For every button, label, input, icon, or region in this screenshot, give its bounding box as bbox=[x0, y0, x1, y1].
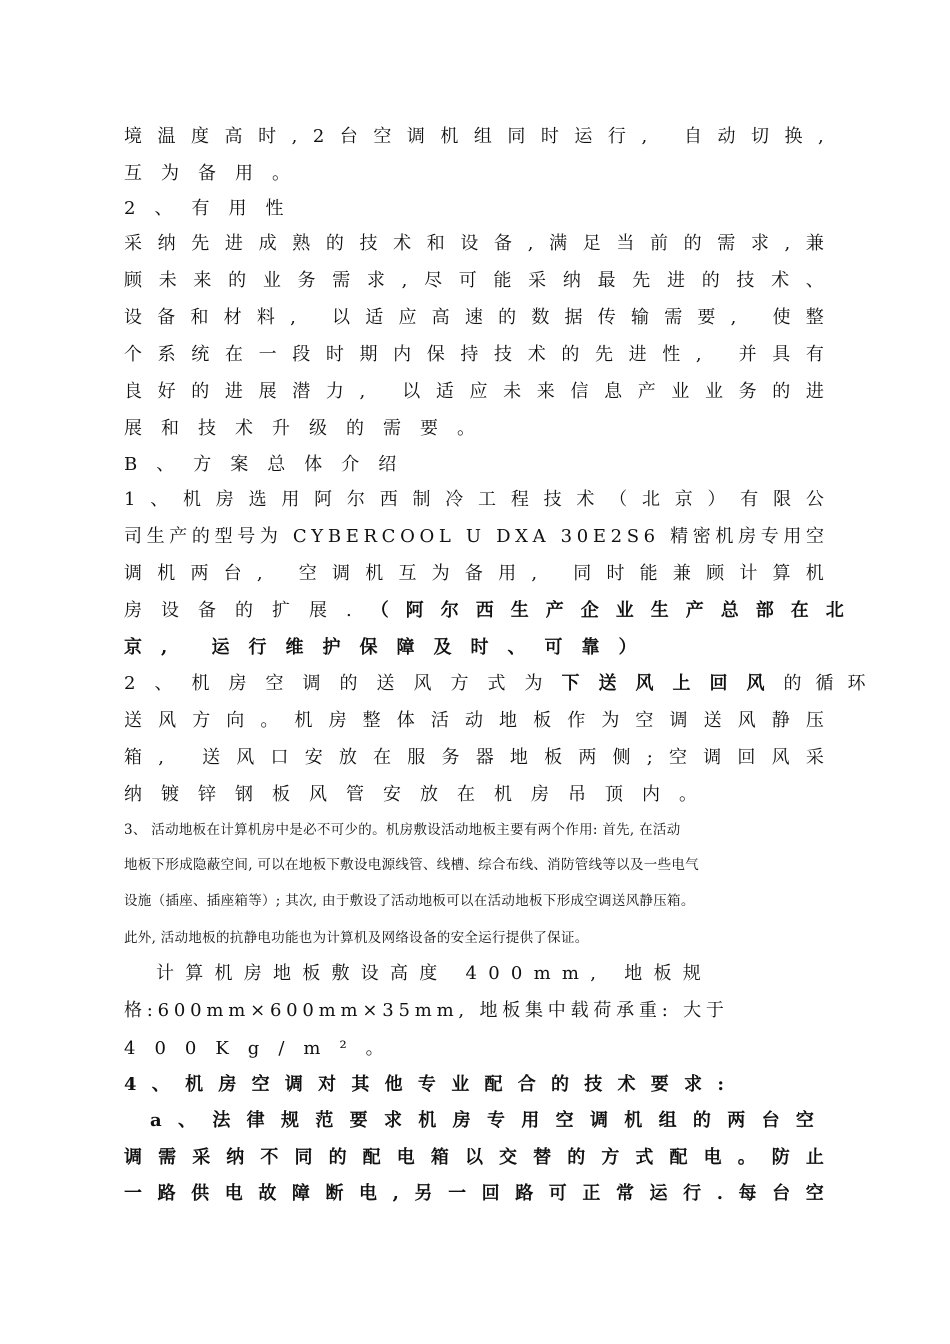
paragraph-line: 纳镀锌钢板风管安放在机房吊顶内。 bbox=[124, 784, 716, 805]
paragraph-line: 良 好 的 进 展 潜 力 , 以 适 应 未 来 信 息 产 业 业 务 的 进 bbox=[124, 381, 824, 402]
paragraph-line: 境 温 度 高 时 , 2 台 空 调 机 组 同 时 运 行 , 自 动 切 换 , bbox=[124, 126, 824, 147]
bold-paragraph-line: a 、 法 律 规 范 要 求 机 房 专 用 空 调 机 组 的 两 台 空 bbox=[150, 1110, 814, 1131]
paragraph-text: 2、机房空调的送风方式为 bbox=[124, 673, 562, 694]
paragraph-line: 送 风 方 向 。 机 房 整 体 活 动 地 板 作 为 空 调 送 风 静 压 bbox=[124, 710, 824, 731]
paragraph-line: 设 备 和 材 料 , 以 适 应 高 速 的 数 据 传 输 需 要 , 使 整 bbox=[124, 307, 824, 328]
bold-note: 京, 运行维护保障及时、可靠） bbox=[124, 637, 656, 658]
small-paragraph-line: 3、 活动地板在计算机房中是必不可少的。机房敷设活动地板主要有两个作用: 首先, 在活动 bbox=[124, 822, 681, 838]
paragraph-line: 格 : 6 0 0 m m × 6 0 0 m m × 3 5 m m , 地 板 集 中 载 荷 承 重 : 大 于 bbox=[124, 1000, 724, 1021]
paragraph-line: 调 机 两 台 , 空 调 机 互 为 备 用 , 同 时 能 兼 顾 计 算 机 bbox=[124, 563, 824, 584]
section-heading: 2、有用性 bbox=[124, 198, 303, 219]
paragraph-line bbox=[124, 673, 880, 695]
paragraph-line: 箱 , 送 风 口 安 放 在 服 务 器 地 板 两 侧 ; 空 调 回 风 采 bbox=[124, 747, 824, 768]
paragraph-line: 采 纳 先 进 成 熟 的 技 术 和 设 备 , 满 足 当 前 的 需 求 , 兼 bbox=[124, 233, 824, 254]
paragraph-line: 司 生 产 的 型 号 为 C Y B E R C O O L U D X A 3 0 E 2 S 6 精 密 机 房 专 用 空 bbox=[124, 526, 824, 547]
bold-paragraph-line: 调 需 采 纳 不 同 的 配 电 箱 以 交 替 的 方 式 配 电 。 防 止 bbox=[124, 1147, 824, 1168]
paragraph-line: 400Kg/m²。 bbox=[124, 1038, 403, 1059]
section-heading: B、方案总体介绍 bbox=[124, 454, 416, 475]
bold-emphasis: 下送风上回风 bbox=[561, 673, 784, 694]
paragraph-line: 个 系 统 在 一 段 时 期 内 保 持 技 术 的 先 进 性 , 并 具 有 bbox=[124, 344, 824, 365]
small-paragraph-line: 地板下形成隐蔽空间, 可以在地板下敷设电源线管、线槽、综合布线、消防管线等以及一些电气 bbox=[124, 857, 699, 873]
paragraph-line: 顾 未 来 的 业 务 需 求 , 尽 可 能 采 纳 最 先 进 的 技 术 、 bbox=[124, 270, 824, 291]
bold-note: （阿尔西生产企业生产总部在北 bbox=[370, 600, 861, 621]
bold-paragraph-line: 一 路 供 电 故 障 断 电 , 另 一 回 路 可 正 常 运 行 . 每 台 空 bbox=[124, 1183, 824, 1204]
section-heading: 4 、 机 房 空 调 对 其 他 专 业 配 合 的 技 术 要 求 : bbox=[124, 1074, 724, 1095]
paragraph-line: 计 算 机 房 地 板 敷 设 高 度 4 0 0 m m , 地 板 规 bbox=[156, 963, 701, 984]
small-paragraph-line: 此外, 活动地板的抗静电功能也为计算机及网络设备的安全运行提供了保证。 bbox=[124, 930, 589, 946]
paragraph-text: 的循环 bbox=[783, 673, 880, 694]
small-paragraph-line: 设施（插座、插座箱等）; 其次, 由于敷设了活动地板可以在活动地板下形成空调送风静压箱。 bbox=[124, 893, 695, 909]
paragraph-line bbox=[124, 600, 861, 622]
paragraph-text: 房设备的扩展. bbox=[124, 600, 371, 621]
paragraph-line: 展和技术升级的需要。 bbox=[124, 418, 494, 439]
paragraph-line: 1 、 机 房 选 用 阿 尔 西 制 冷 工 程 技 术 （ 北 京 ） 有 限 公 bbox=[124, 489, 824, 510]
paragraph-line: 互为备用。 bbox=[124, 163, 309, 184]
